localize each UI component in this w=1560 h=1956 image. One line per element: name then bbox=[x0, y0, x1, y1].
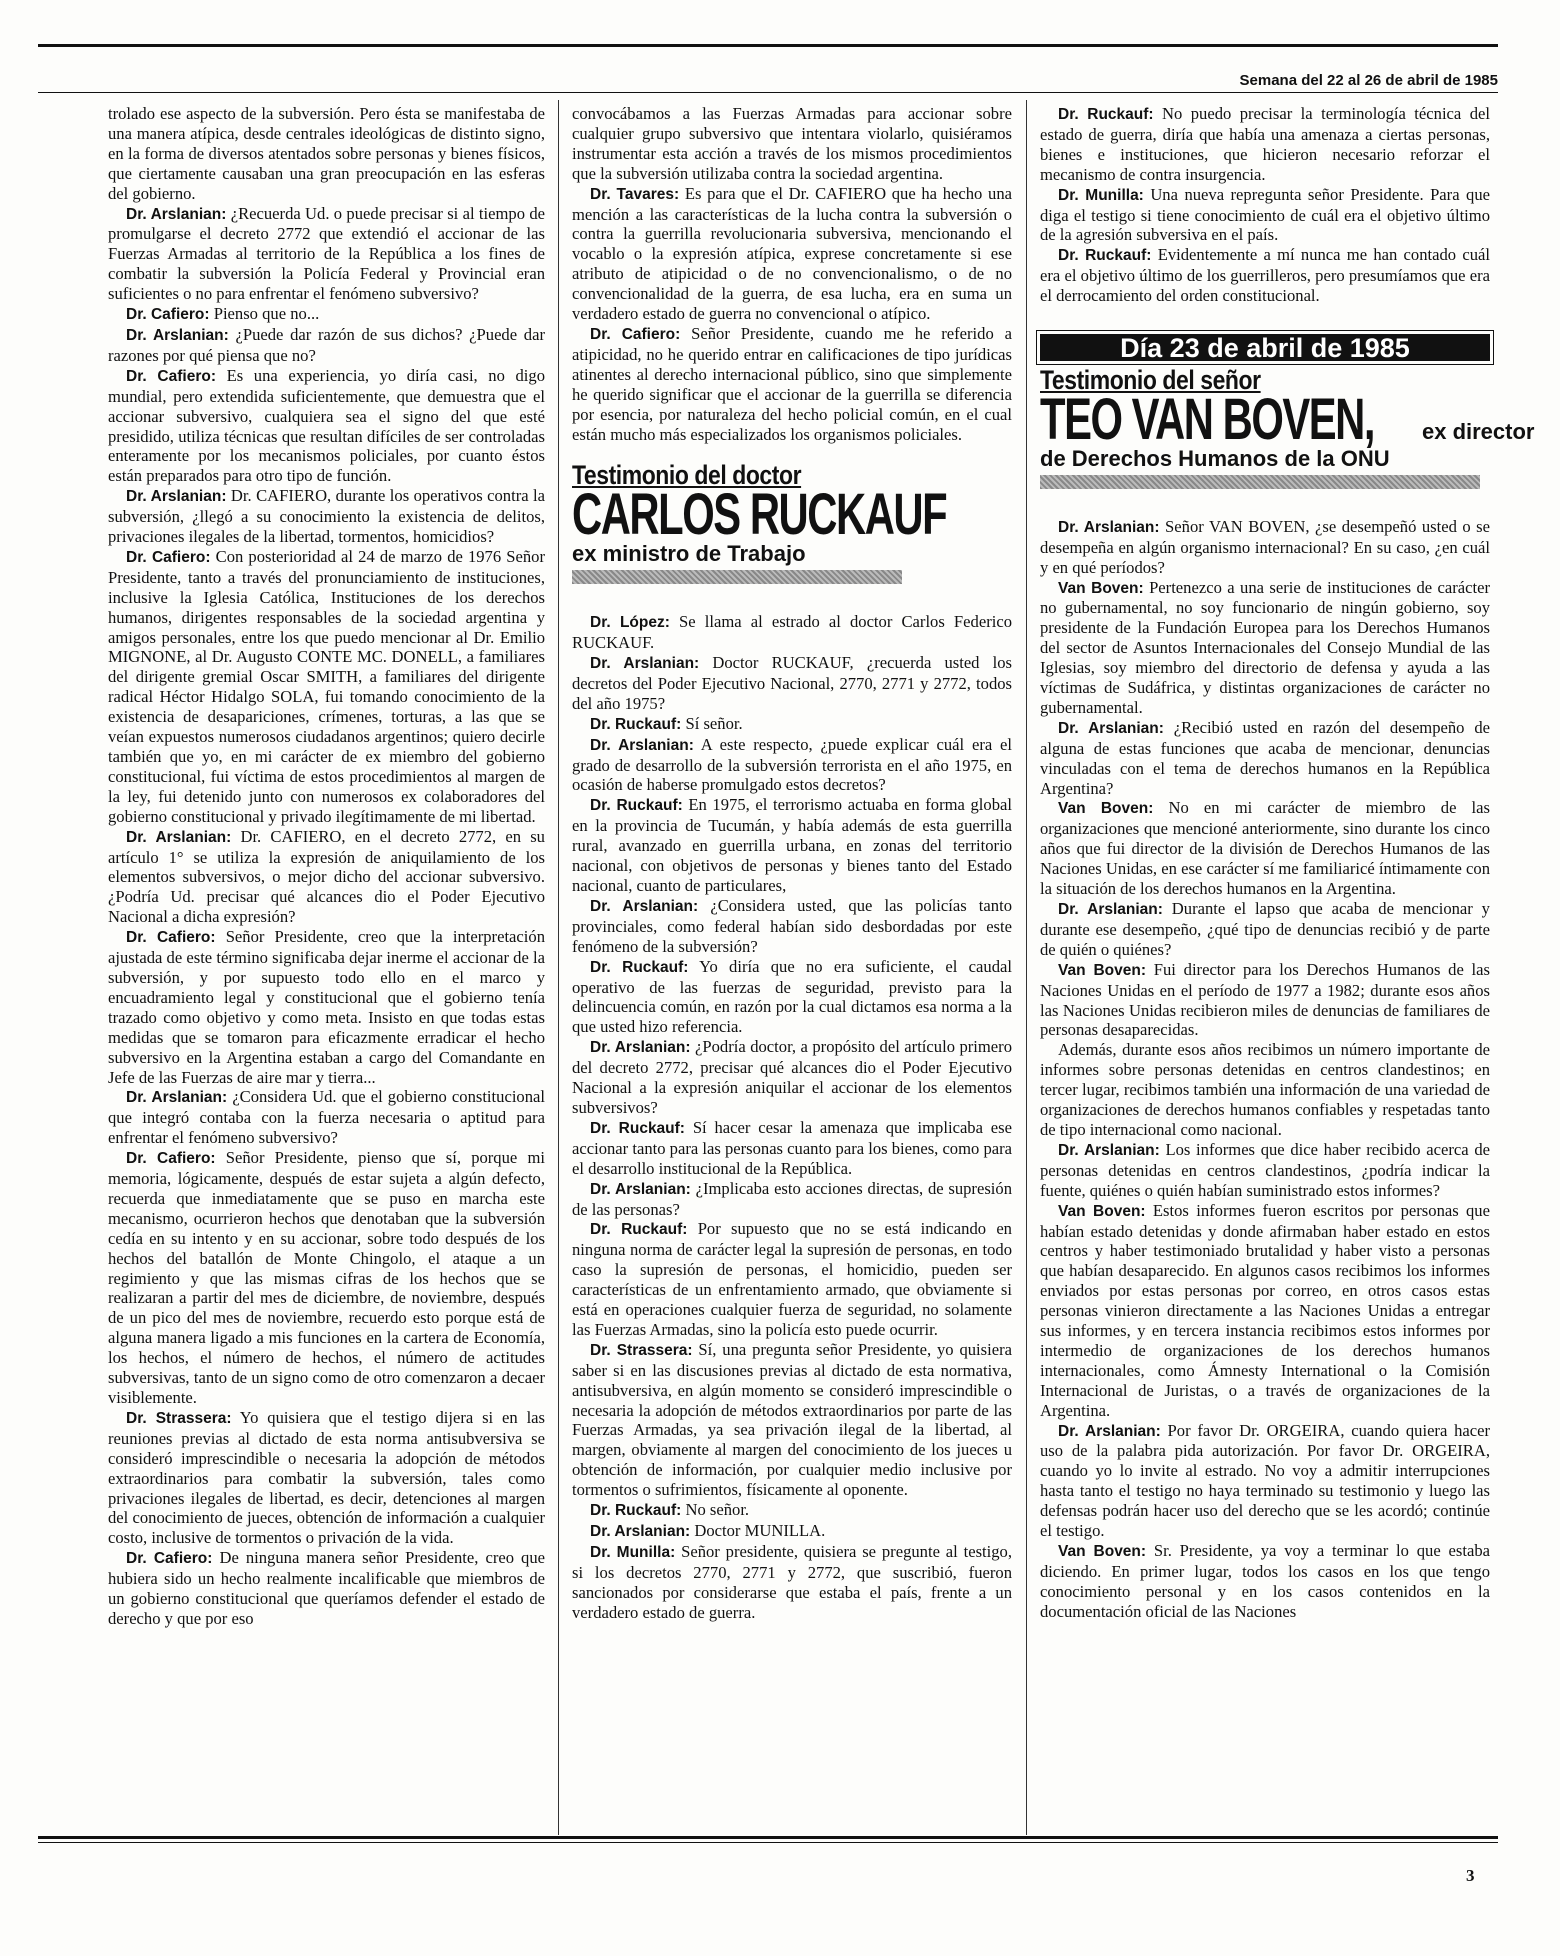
speaker-label: Dr. Arslanian: bbox=[126, 488, 227, 506]
speaker-label: Dr. Ruckauf: bbox=[590, 715, 682, 733]
paragraph bbox=[1040, 578, 1490, 718]
issue-date-header: Semana del 22 al 26 de abril de 1985 bbox=[1239, 72, 1498, 89]
paragraph-text: Los informes que dice haber recibido acerca de personas detenidas en centros clandestinos, ¿podría indicar la fuente, quiénes o quién habían suministrado estos informes? bbox=[1040, 1139, 1490, 1200]
paragraph bbox=[1040, 899, 1490, 960]
page-number: 3 bbox=[1466, 1866, 1475, 1885]
paragraph bbox=[108, 1548, 545, 1629]
speaker-label: Dr. Munilla: bbox=[590, 1543, 676, 1561]
grey-bar bbox=[572, 570, 902, 584]
speaker-label: Dr. Ruckauf: bbox=[1058, 247, 1152, 265]
speaker-label: Dr. Ruckauf: bbox=[590, 1502, 682, 1520]
speaker-label: Dr. Strassera: bbox=[590, 1341, 693, 1359]
paragraph bbox=[1040, 517, 1490, 578]
paragraph-text: convocábamos a las Fuerzas Armadas para accionar sobre cualquier grupo subversivo que intentara violarlo, quisiéramos instrumentar esta acción a través de los mismos procedimientos que la subversión utilizaba contra la sociedad argentina. bbox=[572, 104, 1012, 183]
paragraph bbox=[1040, 1201, 1490, 1421]
vanboven-heading bbox=[1040, 333, 1535, 489]
paragraph-text: Una nueva repregunta señor Presidente. Para que diga el testigo si tiene conocimiento de cuál era el objetivo último de la agresión subversiva en el país. bbox=[1040, 184, 1490, 245]
heading-name: TEO VAN BOVEN, bbox=[1040, 386, 1375, 452]
paragraph-text: Dr. CAFIERO, en el decreto 2772, en su artículo 1° se utiliza la expresión de aniquilamiento de los elementos subversivos, o mejor dicho del accionar subversivo. ¿Podría Ud. precisar qué alcances dio el Poder Ejecutivo Nacional a dicha expresión? bbox=[108, 826, 545, 927]
speaker-label: Dr. Arslanian: bbox=[126, 326, 229, 344]
paragraph-text: Señor Presidente, creo que la interpretación ajustada de este término significaba dejar inerme el accionar de la subversión, y por supuesto todo ello en el marco y encuadramiento legal y constitucional que el gobierno tenía trazado como objetivo y como meta. Insisto en que todas estas medidas que se tomaron para eficazmente erradicar el hecho subversivo en la Argentina estaban a cargo del Comandante en Jefe de las Fuerzas de aire mar y tierra... bbox=[108, 927, 545, 1087]
paragraph bbox=[572, 612, 1012, 653]
paragraph bbox=[108, 547, 545, 827]
paragraph bbox=[108, 827, 545, 928]
paragraph-text: ¿Recuerda Ud. o puede precisar si al tiempo de promulgarse el decreto 2772 que extendió el accionar de las Fuerzas Armadas al territorio de la República a los fines de combatir la subversión la Policía Federal y Provincial eran suficientes o no para enfrentar el fenómeno subversivo? bbox=[108, 203, 545, 304]
paragraph-text: Señor Presidente, pienso que sí, porque mi memoria, lógicamente, después de estar sujeta a algún defecto, recuerda que inmediatamente que se puso en marcha este mecanismo, ocurrieron hechos que denotaban que la subversión cedía en su intento y en su accionar, sobre todo después de los hechos del batallón de Monte Chingolo, el ataque a un regimiento y que las mismas cifras de los hechos que se realizaran a partir del mes de diciembre, de noviembre, después de un pico del mes de noviembre, recuerdo esto porque está de alguna manera ligado a mis funciones en la cartera de Economía, los hechos, el número de hechos, el número de actitudes subversivas, tanto de un signo como de otro comenzaron a decaer visiblemente. bbox=[108, 1148, 545, 1407]
paragraph-text: De ninguna manera señor Presidente, creo que hubiera sido un hecho realmente incalificable que miembros de un gobierno constitucional que queríamos defender el estado de derecho y que por eso bbox=[108, 1548, 545, 1628]
paragraph-text: No en mi carácter de miembro de las organizaciones que mencioné anteriormente, sino durante los cinco años que fui director de la división de Derechos Humanos de las Naciones Unidas, en ese carácter sí me familiaricé íntimamente con la situación de los derechos humanos en la Argentina. bbox=[1040, 798, 1490, 899]
paragraph-text: Es para que el Dr. CAFIERO que ha hecho una mención a las características de la lucha contra la subversión o contra la guerrilla revolucionaria subversiva, mencionando el vocablo o la expresión atípica, exprese concretamente si ese atributo de atipicidad o de no convencionalismo, o de no convencionalidad de la guerra, de esa lucha, era en suma un verdadero estado de guerra no convencional o atípico. bbox=[572, 183, 1012, 324]
speaker-label: Dr. Tavares: bbox=[590, 185, 680, 203]
speaker-label: Dr. Arslanian: bbox=[590, 736, 694, 754]
ruckauf-heading bbox=[572, 460, 1012, 584]
paragraph bbox=[572, 653, 1012, 714]
speaker-label: Dr. Arslanian: bbox=[590, 655, 700, 673]
paragraph-text: ¿Considera usted, que las policías tanto provinciales, como federal habían sido desbordadas por este fenómeno de la subversión? bbox=[572, 895, 1012, 956]
paragraph bbox=[108, 486, 545, 547]
heading-role: ex ministro de Trabajo bbox=[572, 541, 806, 567]
paragraph bbox=[572, 184, 1012, 324]
paragraph-text: ¿Considera Ud. que el gobierno constitucional que integró contaba con la fuerza necesaria o aptitud para enfrentar el fenómeno subversivo? bbox=[108, 1087, 545, 1148]
speaker-label: Dr. Arslanian: bbox=[590, 1523, 691, 1540]
bottom-rule-thin bbox=[38, 1842, 1498, 1843]
paragraph-text: No señor. bbox=[685, 1500, 750, 1520]
bottom-rule bbox=[38, 1836, 1498, 1839]
paragraph bbox=[1040, 960, 1490, 1041]
paragraph bbox=[108, 1408, 545, 1548]
column-1 bbox=[108, 104, 545, 1629]
column-2 bbox=[572, 104, 1012, 1623]
paragraph-text: Sr. Presidente, ya voy a terminar lo que estaba diciendo. En primer lugar, todos los casos en los que tengo conocimiento personal y en los casos contenidos en la documentación oficial de las Naciones bbox=[1040, 1541, 1490, 1621]
speaker-label: Dr. Arslanian: bbox=[1058, 901, 1163, 918]
speaker-label: Dr. Arslanian: bbox=[590, 897, 699, 915]
paragraph-text: Yo quisiera que el testigo dijera si en las reuniones previas al dictado de esta norma antisubversiva se consideró imprescindible o necesaria la adopción de métodos extraordinarios para combatir la subversión, tales como privaciones ilegales de libertad, es decir, detenciones al margen del conocimiento de jueces, obtención de información a cualquier costo, inclusive de tormentos o privación de la vida. bbox=[108, 1407, 545, 1548]
paragraph bbox=[1040, 718, 1490, 799]
paragraph-text: Sí, una pregunta señor Presidente, yo quisiera saber si en las discusiones previas al dictado de esta normativa, antisubversiva, en algún momento se consideró imprescindible o necesaria la adopción de métodos extraordinarios por parte de las Fuerzas Armadas, ya sea privación ilegal de la libertad, al margen, obviamente al margen del conocimiento de los jueces u obtención de información, por cualquier medio inclusive por tormentos o sufrimientos, físicamente al oponente. bbox=[572, 1339, 1012, 1500]
paragraph-text: ¿Puede dar razón de sus dichos? ¿Puede dar razones por qué piensa que no? bbox=[108, 324, 545, 365]
paragraph-text: Evidentemente a mí nunca me han contado cuál era el objetivo último de los guerrilleros, pero presumíamos que era el derrocamiento del orden constitucional. bbox=[1040, 245, 1490, 306]
paragraph bbox=[572, 104, 1012, 184]
speaker-label: Dr. Arslanian: bbox=[126, 828, 232, 846]
paragraph bbox=[1040, 245, 1490, 306]
paragraph bbox=[572, 1500, 1012, 1521]
paragraph bbox=[572, 1219, 1012, 1339]
speaker-label: Dr. Ruckauf: bbox=[590, 1119, 685, 1137]
paragraph-text: Se llama al estrado al doctor Carlos Federico RUCKAUF. bbox=[572, 612, 1012, 653]
speaker-label: Dr. Cafiero: bbox=[590, 325, 681, 343]
top-rule bbox=[38, 44, 1498, 47]
heading-subtitle: Testimonio del doctor bbox=[572, 460, 802, 491]
paragraph-text: ¿Recibió usted en razón del desempeño de alguna de estas funciones que acaba de mencionar, denuncias vinculadas con el tema de derechos humanos en la República Argentina? bbox=[1040, 717, 1490, 798]
paragraph-text: Estos informes fueron escritos por personas que habían estado detenidas y donde afirmaban haber estado en estos centros y haber testimoniado brutalidad y haber visto a personas que habían desaparecido. En algunos casos recibimos los informes enviados por estas personas por correo, en otros casos estas personas vinieron directamente a las Naciones Unidas a entregar sus informes, y en tercera instancia recibimos estos informes por intermedio de organizaciones de los derechos humanos internacionales, como Ámnesty International o la Comisión Internacional de Juristas, o a través de organizaciones de la Argentina. bbox=[1040, 1200, 1490, 1420]
paragraph-text: Yo diría que no era suficiente, el caudal operativo de las fuerzas de seguridad, previsto para la delincuencia común, en razón por la cual dictamos esa norma a la que usted hizo referencia. bbox=[572, 956, 1012, 1037]
paragraph-text: ¿Implicaba esto acciones directas, de supresión de las personas? bbox=[572, 1178, 1012, 1219]
paragraph bbox=[108, 927, 545, 1087]
heading-role-line2: de Derechos Humanos de la ONU bbox=[1040, 445, 1390, 471]
heading-name: CARLOS RUCKAUF bbox=[572, 482, 947, 548]
paragraph-text: trolado ese aspecto de la subversión. Pero ésta se manifestaba de una manera atípica, desde centrales ideológicas de distinto signo, en la forma de diversos atentados sobre personas y bienes físicos, que ciertamente causaban una gran preocupación en las esferas del gobierno. bbox=[108, 104, 545, 203]
paragraph bbox=[572, 795, 1012, 896]
column-divider bbox=[558, 100, 559, 1835]
paragraph bbox=[572, 896, 1012, 957]
speaker-label: Dr. Munilla: bbox=[1058, 186, 1144, 204]
paragraph bbox=[108, 104, 545, 204]
speaker-label: Van Boven: bbox=[1058, 961, 1147, 979]
speaker-label: Dr. Arslanian: bbox=[590, 1039, 691, 1057]
paragraph bbox=[572, 957, 1012, 1038]
paragraph bbox=[108, 325, 545, 366]
speaker-label: Dr. Arslanian: bbox=[590, 1180, 691, 1198]
paragraph-text: Sí señor. bbox=[685, 713, 743, 733]
heading-subtitle: Testimonio del señor bbox=[1040, 364, 1261, 395]
paragraph bbox=[1040, 1421, 1490, 1541]
paragraph bbox=[108, 1087, 545, 1148]
paragraph-text: Además, durante esos años recibimos un número importante de informes sobre personas detenidas en centros clandestinos; en tercer lugar, recibimos también una información de una variedad de organizaciones de derechos humanos confiables y respetadas tanto de tipo internacional como nacional. bbox=[1040, 1040, 1490, 1139]
paragraph-text: Es una experiencia, yo diría casi, no digo mundial, pero extendida suficientemente, que demuestra que el accionar subversivo, cualquiera sea el signo del que esté presidido, utiliza técnicas que resultan difíciles de ser controladas enteramente por los mecanismos policiales, por cuanto éstos están preparados para otro tipo de función. bbox=[108, 365, 545, 486]
paragraph bbox=[1040, 185, 1490, 246]
paragraph bbox=[1040, 798, 1490, 899]
paragraph bbox=[108, 1148, 545, 1408]
speaker-label: Dr. Cafiero: bbox=[126, 1550, 213, 1568]
heading-role: ex director bbox=[1421, 418, 1535, 444]
speaker-label: Dr. Ruckauf: bbox=[590, 958, 689, 976]
paragraph bbox=[572, 1542, 1012, 1623]
paragraph bbox=[1040, 104, 1490, 185]
speaker-label: Dr. Arslanian: bbox=[1058, 1141, 1160, 1159]
speaker-label: Van Boven: bbox=[1058, 1543, 1147, 1560]
speaker-label: Van Boven: bbox=[1058, 800, 1154, 818]
paragraph-text: Señor Presidente, cuando me he referido a atipicidad, no he querido entrar en calificaciones de tipo jurídicas atinentes al derecho internacional público, sino que simplemente he querido significar que el accionar de la guerrilla se diferencia por esencia, por naturaleza del hecho policial común, en el cual están mucho más especializados los organismos policiales. bbox=[572, 323, 1012, 444]
paragraph bbox=[572, 1521, 1012, 1542]
speaker-label: Dr. Strassera: bbox=[126, 1409, 232, 1427]
paragraph-text: Doctor RUCKAUF, ¿recuerda usted los decretos del Poder Ejecutivo Nacional, 2770, 2771 y 2772, todos del año 1975? bbox=[572, 653, 1012, 713]
date-banner: Día 23 de abril de 1985 bbox=[1040, 334, 1490, 361]
paragraph bbox=[1040, 1140, 1490, 1201]
paragraph bbox=[1040, 1040, 1490, 1140]
column-divider bbox=[1026, 100, 1027, 1835]
paragraph-text: Pienso que no... bbox=[213, 304, 320, 324]
paragraph bbox=[108, 366, 545, 486]
paragraph-text: Señor presidente, quisiera se pregunte al testigo, si los decretos 2770, 2771 y 2772, que suscribió, fueron sancionados por considerarse que estaba el país, frente a un verdadero estado de guerra. bbox=[572, 1541, 1012, 1622]
paragraph bbox=[572, 714, 1012, 735]
paragraph-text: Durante el lapso que acaba de mencionar y durante ese desempeño, ¿qué tipo de denuncias recibió y de parte de quién o quiénes? bbox=[1040, 899, 1490, 959]
speaker-label: Dr. Arslanian: bbox=[1058, 1422, 1161, 1440]
paragraph bbox=[572, 324, 1012, 444]
speaker-label: Dr. Cafiero: bbox=[126, 548, 211, 566]
speaker-label: Dr. López: bbox=[590, 614, 670, 632]
paragraph-text: A este respecto, ¿puede explicar cuál era el grado de desarrollo de la subversión terrorista en el año 1975, en ocasión de haberse promulgado estos decretos? bbox=[572, 734, 1012, 795]
speaker-label: Dr. Arslanian: bbox=[1058, 518, 1160, 536]
paragraph-text: Por supuesto que no se está indicando en ninguna norma de carácter legal la supresión de personas, en todo caso la supresión de personas, el homicidio, pueden ser características de un enfrentamiento armado, que obviamente si está en operaciones cualquier fuerza de seguridad, no solamente las Fuerzas Armadas, sino la policía esto puede ocurrir. bbox=[572, 1219, 1012, 1339]
grey-bar bbox=[1040, 475, 1480, 489]
paragraph bbox=[572, 735, 1012, 796]
paragraph bbox=[572, 1179, 1012, 1220]
paragraph-text: ¿Podría doctor, a propósito del artículo primero del decreto 2772, precisar qué alcances dio el Poder Ejecutivo Nacional a la expresión aniquilar el accionar de los elementos subversivos? bbox=[572, 1037, 1012, 1117]
speaker-label: Dr. Ruckauf: bbox=[590, 797, 683, 815]
speaker-label: Dr. Arslanian: bbox=[126, 1089, 228, 1107]
paragraph-text: Por favor Dr. ORGEIRA, cuando quiera hacer uso de la palabra pida autorización. Por favor Dr. ORGEIRA, cuando yo lo invite al estrado. No voy a admitir interrupciones hasta tanto el testigo no haya terminado su testimonio y luego las defensas podrán hacer uso del derecho que se les acordó; continúe el testigo. bbox=[1040, 1420, 1490, 1541]
paragraph bbox=[572, 1340, 1012, 1500]
speaker-label: Dr. Ruckauf: bbox=[590, 1221, 688, 1239]
speaker-label: Dr. Arslanian: bbox=[126, 205, 227, 223]
paragraph bbox=[108, 204, 545, 305]
speaker-label: Van Boven: bbox=[1058, 579, 1144, 597]
speaker-label: Dr. Cafiero: bbox=[126, 929, 216, 947]
paragraph-text: Sí hacer cesar la amenaza que implicaba ese accionar tanto para las personas cuanto para los bienes, como para el desarrollo institucional de la República. bbox=[572, 1117, 1013, 1178]
paragraph bbox=[572, 1118, 1012, 1179]
paragraph-text: Con posterioridad al 24 de marzo de 1976 Señor Presidente, tanto a través del pronunciamiento de instituciones, inclusive la Iglesia Católica, Instituciones de los derechos humanos, dirigentes responsables de la sociedad argentina y amigos personales, entre los que puedo mencionar al Dr. Emilio MIGNONE, al Dr. Augusto CONTE MC. DONELL, a familiares del dirigente gremial Oscar SMITH, a familiares del dirigente radical Héctor Hidalgo SOLA, fui tomando conocimiento de la existencia de desapariciones, crímenes, torturas, a las que se veían expuestos numerosos ciudadanos argentinos; quiero decirle también que yo, en mi carácter de ex miembro del gobierno constitucional, fui víctima de estos procedimientos al margen de la ley, fui detenido junto con numerosos ex colaboradores del gobierno constitucional y privado ilegítimamente de mi libertad. bbox=[108, 546, 545, 826]
paragraph-text: Dr. CAFIERO, durante los operativos contra la subversión, ¿llegó a su conocimiento la existencia de delitos, privaciones ilegales de la libertad, tormentos, homicidios? bbox=[108, 486, 545, 547]
paragraph-text: En 1975, el terrorismo actuaba en forma global en la provincia de Tucumán, y había además de esta guerrilla rural, avanzado en guerrilla urbana, en zonas del territorio nacional, con objetivos de personas y bienes tanto del Estado nacional, cuanto de particulares, bbox=[572, 795, 1012, 895]
paragraph-text: No puedo precisar la terminología técnica del estado de guerra, diría que había una amenaza a ciertas personas, bienes e instituciones, que hicieron necesario reforzar el mecanismo de contra insurgencia. bbox=[1040, 104, 1490, 184]
speaker-label: Dr. Cafiero: bbox=[126, 306, 210, 324]
header-rule bbox=[38, 92, 1498, 93]
paragraph bbox=[108, 304, 545, 325]
speaker-label: Dr. Ruckauf: bbox=[1058, 106, 1154, 123]
speaker-label: Van Boven: bbox=[1058, 1202, 1146, 1220]
paragraph-text: Doctor MUNILLA. bbox=[694, 1521, 826, 1540]
paragraph-text: Pertenezco a una serie de instituciones de carácter no gubernamental, no soy funcionario de ningún gobierno, soy presidente de la Fundación Europea para los Derechos Humanos del sector de Asuntos Internacionales del Consejo Mundial de las Iglesias, soy miembro del directorio de defensa y ayuda a las víctimas de Sudáfrica, y distintas organizaciones de carácter no gubernamental. bbox=[1040, 577, 1490, 717]
speaker-label: Dr. Arslanian: bbox=[1058, 719, 1164, 737]
paragraph-text: Señor VAN BOVEN, ¿se desempeñó usted o se desempeña en algún organismo internacional? En su caso, ¿en cuál y en qué períodos? bbox=[1040, 516, 1490, 577]
speaker-label: Dr. Cafiero: bbox=[126, 1150, 216, 1168]
paragraph bbox=[1040, 1541, 1490, 1622]
paragraph bbox=[572, 1037, 1012, 1118]
paragraph-text: Fui director para los Derechos Humanos de las Naciones Unidas en el período de 1977 a 1982; durante esos años las Naciones Unidas recibieron miles de denuncias de familiares de personas desaparecidas. bbox=[1040, 959, 1490, 1040]
speaker-label: Dr. Cafiero: bbox=[126, 367, 216, 385]
column-3 bbox=[1040, 104, 1535, 1622]
